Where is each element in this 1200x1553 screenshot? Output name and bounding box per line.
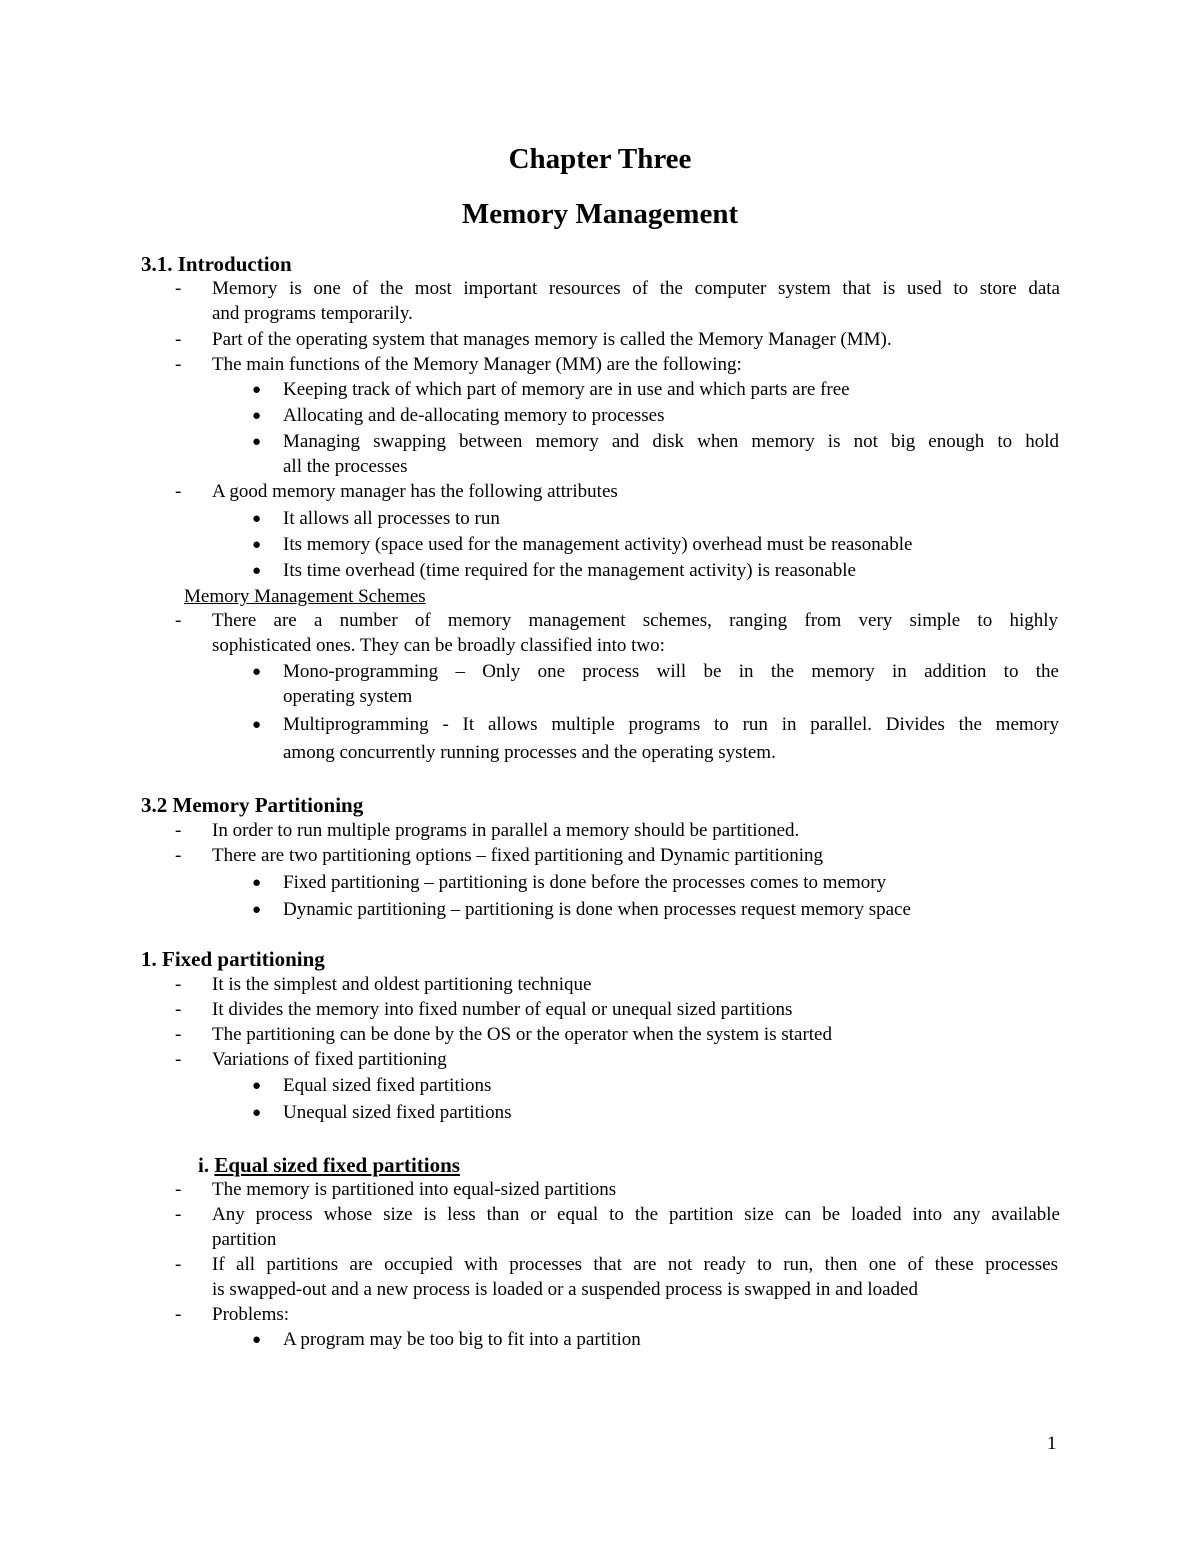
- fixed-variation: Equal sized fixed partitions: [283, 1075, 492, 1096]
- function-item: Keeping track of which part of memory are in use and which parts are free: [283, 379, 850, 400]
- dash-marker: -: [175, 1049, 182, 1070]
- equal-paragraph-3-line-2: is swapped-out and a new process is loaded or a suspended process is swapped in and loaded: [212, 1279, 918, 1300]
- bullet-icon: ●: [252, 1332, 262, 1348]
- bullet-icon: ●: [252, 875, 262, 891]
- partition-option: Fixed partitioning – partitioning is done before the processes comes to memory: [283, 872, 887, 893]
- bullet-icon: ●: [252, 382, 262, 398]
- schemes-paragraph-line-2: sophisticated ones. They can be broadly classified into two:: [212, 635, 665, 656]
- equal-paragraph-3-line-1: If all partitions are occupied with processes that are not ready to run, then one of these processes: [212, 1254, 1058, 1275]
- dash-marker: -: [175, 1024, 182, 1045]
- section-heading-introduction: 3.1. Introduction: [141, 252, 292, 276]
- bullet-icon: ●: [252, 511, 262, 527]
- dash-marker: -: [175, 354, 182, 375]
- section-heading-fixed-partitioning: 1. Fixed partitioning: [141, 947, 325, 971]
- fixed-point: It is the simplest and oldest partitioning technique: [212, 974, 592, 995]
- subsection-title: Equal sized fixed partitions: [214, 1153, 460, 1177]
- bullet-icon: ●: [252, 1078, 262, 1094]
- bullet-icon: ●: [252, 1105, 262, 1121]
- partitioning-paragraph-1: In order to run multiple programs in parallel a memory should be partitioned.: [212, 820, 800, 841]
- multiprogramming-line-1: Multiprogramming - It allows multiple programs to run in parallel. Divides the memory: [283, 714, 1059, 735]
- dash-marker: -: [175, 1254, 182, 1275]
- equal-paragraph-1: The memory is partitioned into equal-sized partitions: [212, 1179, 617, 1200]
- dash-marker: -: [175, 1204, 182, 1225]
- chapter-title: Chapter Three: [508, 143, 692, 175]
- attribute-item: Its memory (space used for the management activity) overhead must be reasonable: [283, 534, 913, 555]
- partitioning-paragraph-2: There are two partitioning options – fixed partitioning and Dynamic partitioning: [212, 845, 824, 866]
- dash-marker: -: [175, 1304, 182, 1325]
- equal-paragraph-4: Problems:: [212, 1304, 290, 1325]
- fixed-point: It divides the memory into fixed number of equal or unequal sized partitions: [212, 999, 793, 1020]
- page-number: 1: [1047, 1433, 1057, 1454]
- schemes-paragraph-line-1: There are a number of memory management schemes, ranging from very simple to highly: [212, 610, 1058, 631]
- fixed-point: Variations of fixed partitioning: [212, 1049, 447, 1070]
- equal-paragraph-2-line-1: Any process whose size is less than or equal to the partition size can be loaded into any available: [212, 1204, 1060, 1225]
- dash-marker: -: [175, 974, 182, 995]
- intro-paragraph-3: The main functions of the Memory Manager (MM) are the following:: [212, 354, 742, 375]
- equal-paragraph-2-line-2: partition: [212, 1229, 277, 1250]
- multiprogramming-line-2: among concurrently running processes and the operating system.: [283, 742, 776, 763]
- fixed-variation: Unequal sized fixed partitions: [283, 1102, 512, 1123]
- problem-item: A program may be too big to fit into a partition: [283, 1329, 641, 1350]
- dash-marker: -: [175, 820, 182, 841]
- attribute-item: It allows all processes to run: [283, 508, 500, 529]
- intro-paragraph-1-line-2: and programs temporarily.: [212, 303, 413, 324]
- subsection-number: i.: [198, 1153, 210, 1177]
- section-heading-partitioning: 3.2 Memory Partitioning: [141, 793, 364, 817]
- subsection-heading-equal-sized: [198, 1152, 460, 1178]
- bullet-icon: ●: [252, 664, 262, 680]
- bullet-icon: ●: [252, 717, 262, 733]
- mono-programming-line-2: operating system: [283, 686, 413, 707]
- dash-marker: -: [175, 278, 182, 299]
- dash-marker: -: [175, 845, 182, 866]
- intro-paragraph-1-line-1: Memory is one of the most important resources of the computer system that is used to store data: [212, 278, 1060, 299]
- intro-paragraph-2: Part of the operating system that manages memory is called the Memory Manager (MM).: [212, 329, 892, 350]
- chapter-subject: Memory Management: [461, 198, 739, 230]
- bullet-icon: ●: [252, 408, 262, 424]
- function-item-continuation: all the processes: [283, 456, 408, 477]
- fixed-point: The partitioning can be done by the OS or the operator when the system is started: [212, 1024, 832, 1045]
- bullet-icon: ●: [252, 563, 262, 579]
- dash-marker: -: [175, 1179, 182, 1200]
- dash-marker: -: [175, 481, 182, 502]
- partition-option: Dynamic partitioning – partitioning is done when processes request memory space: [283, 899, 911, 920]
- function-item: Allocating and de-allocating memory to processes: [283, 405, 665, 426]
- function-item: Managing swapping between memory and disk when memory is not big enough to hold: [283, 431, 1059, 452]
- intro-paragraph-4: A good memory manager has the following attributes: [212, 481, 618, 502]
- schemes-subheading: Memory Management Schemes: [184, 586, 426, 607]
- dash-marker: -: [175, 610, 182, 631]
- bullet-icon: ●: [252, 434, 262, 450]
- attribute-item: Its time overhead (time required for the management activity) is reasonable: [283, 560, 856, 581]
- dash-marker: -: [175, 329, 182, 350]
- bullet-icon: ●: [252, 902, 262, 918]
- bullet-icon: ●: [252, 537, 262, 553]
- dash-marker: -: [175, 999, 182, 1020]
- mono-programming-line-1: Mono-programming – Only one process will be in the memory in addition to the: [283, 661, 1059, 682]
